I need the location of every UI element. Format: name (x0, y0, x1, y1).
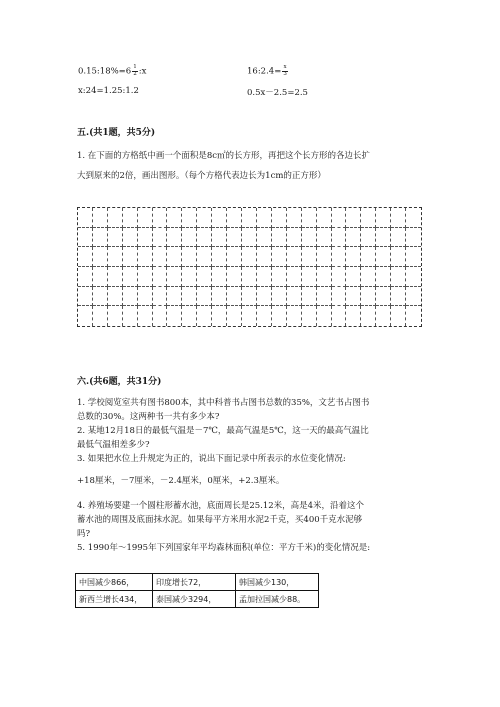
grid-cell (123, 287, 138, 307)
grid-cell (391, 228, 406, 248)
grid-cell (376, 267, 391, 287)
grid-cell (302, 267, 317, 287)
grid-cell (167, 228, 182, 248)
grid-cell (153, 247, 168, 267)
grid-cell (138, 287, 153, 307)
grid-cell (78, 306, 93, 326)
grid-cell (212, 267, 227, 287)
grid-cell (167, 287, 182, 307)
grid-cell (197, 247, 212, 267)
section-6-question-1-line-2: 总数的30%。这两种书一共有多少本? (77, 412, 220, 422)
grid-cell (376, 228, 391, 248)
grid-cell (242, 228, 257, 248)
grid-cell (317, 247, 332, 267)
grid-cell (123, 306, 138, 326)
section-6-question-3-line-2: +18厘米，－7厘米，－2.4厘米，0厘米，+2.3厘米。 (77, 476, 285, 486)
equation-3: x:24=1.25:1.2 (78, 86, 139, 96)
grid-cell (153, 306, 168, 326)
grid-cell (406, 306, 421, 326)
grid-cell (227, 287, 242, 307)
grid-cell (78, 247, 93, 267)
grid-cell (123, 267, 138, 287)
grid-cell (346, 287, 361, 307)
grid-cell (406, 228, 421, 248)
grid-cell (197, 267, 212, 287)
grid-cell (257, 247, 272, 267)
grid-cell (93, 306, 108, 326)
grid-cell (317, 228, 332, 248)
section-6-question-2-line-2: 最低气温相差多少? (77, 440, 150, 450)
grid-cell (272, 287, 287, 307)
grid-cell (332, 228, 347, 248)
section-6-title: 六.(共6题，共31分) (77, 377, 162, 387)
grid-cell (302, 208, 317, 228)
section-6-question-2-line-1: 2. 某地12月18日的最低气温是－7℃，最高气温是5℃，这一天的最高气温比 (77, 426, 369, 436)
grid-cell (376, 306, 391, 326)
grid-cell (406, 287, 421, 307)
grid-cell (287, 208, 302, 228)
grid-cell (257, 306, 272, 326)
table-cell: 韩国减少130， (236, 574, 319, 591)
grid-cell (332, 247, 347, 267)
grid-cell (361, 287, 376, 307)
grid-cell (391, 267, 406, 287)
grid-cell (272, 228, 287, 248)
grid-cell (272, 267, 287, 287)
grid-cell (346, 306, 361, 326)
section-5-title: 五.(共1题，共5分) (77, 128, 156, 138)
table-cell: 中国减少866， (76, 574, 153, 591)
grid-cell (138, 306, 153, 326)
grid-cell (212, 306, 227, 326)
grid-cell (287, 247, 302, 267)
table-row (76, 574, 319, 591)
grid-cell (212, 208, 227, 228)
grid-cell (287, 267, 302, 287)
grid-cell (272, 208, 287, 228)
fraction: $\frac{1}{2}$ (133, 64, 137, 77)
section-5-question-1-line-2: 大到原来的2倍，画出图形。（每个方格代表边长为1cm的正方形） (77, 171, 326, 181)
grid-cell (287, 306, 302, 326)
grid-cell (167, 208, 182, 228)
grid-cell (108, 228, 123, 248)
grid-cell (93, 247, 108, 267)
grid-cell (391, 247, 406, 267)
table-cell: 新西兰增长434， (76, 591, 153, 608)
grid-cell (182, 228, 197, 248)
section-6-question-3-line-1: 3. 如果把水位上升规定为正的，说出下面记录中所表示的水位变化情况: (77, 454, 346, 464)
grid-cell (361, 228, 376, 248)
grid-cell (182, 267, 197, 287)
grid-cell (78, 287, 93, 307)
grid-cell (197, 208, 212, 228)
grid-cell (391, 208, 406, 228)
grid-cell (227, 228, 242, 248)
grid-cell (346, 228, 361, 248)
grid-cell (212, 228, 227, 248)
grid-cell (242, 306, 257, 326)
grid-cell (332, 208, 347, 228)
section-6-question-4-line-1: 4. 养殖场要建一个圆柱形蓄水池，底面周长是25.12米，高是4米，沿着这个 (77, 501, 365, 511)
grid-cell (391, 306, 406, 326)
grid-cell (153, 287, 168, 307)
grid-cell (78, 267, 93, 287)
grid-cell (272, 247, 287, 267)
grid-cell (346, 247, 361, 267)
grid-cell (257, 228, 272, 248)
grid-cell (317, 306, 332, 326)
grid-cell (108, 267, 123, 287)
grid-cell (138, 247, 153, 267)
grid-cell (272, 306, 287, 326)
grid-cell (108, 208, 123, 228)
section-5-question-1-line-1: 1. 在下面的方格纸中画一个面积是8c㎡的长方形，再把这个长方形的各边长扩 (77, 151, 370, 161)
grid-cell (108, 306, 123, 326)
grid-cell (78, 208, 93, 228)
grid-cell (317, 267, 332, 287)
section-6-question-4-line-3: 吗? (77, 529, 91, 539)
grid-cell (227, 267, 242, 287)
grid-cell (212, 247, 227, 267)
grid-cell (138, 267, 153, 287)
grid-cell (123, 228, 138, 248)
grid-cell (361, 306, 376, 326)
grid-cell (317, 287, 332, 307)
grid-cell (302, 247, 317, 267)
grid-cell (227, 208, 242, 228)
grid-cell (346, 208, 361, 228)
grid-cell (182, 306, 197, 326)
grid-cell (346, 267, 361, 287)
grid-cell (182, 247, 197, 267)
grid-cell (332, 267, 347, 287)
equation-2: 16:2.4= $\frac{x}{3}$ (247, 64, 287, 77)
grid-cell (197, 306, 212, 326)
grid-cell (242, 287, 257, 307)
grid-cell (197, 228, 212, 248)
grid-cell (302, 306, 317, 326)
table-cell: 泰国减少3294， (153, 591, 236, 608)
grid-cell (361, 267, 376, 287)
grid-cell (123, 247, 138, 267)
grid-cell (93, 228, 108, 248)
grid-cell (361, 208, 376, 228)
grid-cell (197, 287, 212, 307)
grid-cell (138, 228, 153, 248)
grid-cell (317, 208, 332, 228)
table-cell: 印度增长72， (153, 574, 236, 591)
fraction: $\frac{x}{3}$ (283, 64, 287, 77)
grid-cell (302, 228, 317, 248)
forest-area-table (75, 573, 319, 608)
grid-cell (93, 208, 108, 228)
grid-cell (78, 228, 93, 248)
grid-cell (391, 287, 406, 307)
grid-cell (182, 208, 197, 228)
grid-cell (108, 287, 123, 307)
grid-cell (302, 287, 317, 307)
grid-cell (242, 208, 257, 228)
grid-paper (77, 207, 422, 327)
table-row (76, 591, 319, 608)
grid-cell (376, 287, 391, 307)
grid-cell (167, 267, 182, 287)
grid-cell (257, 208, 272, 228)
grid-cell (123, 208, 138, 228)
grid-cell (153, 208, 168, 228)
equation-1: 0.15:18%=6 $\frac{1}{2}$ :x (78, 64, 147, 77)
grid-cell (376, 247, 391, 267)
section-6-question-1-line-1: 1. 学校阅览室共有图书800本，其中科普书占图书总数的35%，文艺书占图书 (77, 398, 370, 408)
table-cell: 孟加拉国减少88。 (236, 591, 319, 608)
grid-cell (406, 247, 421, 267)
grid-cell (167, 247, 182, 267)
grid-cell (242, 247, 257, 267)
grid-cell (138, 208, 153, 228)
grid-cell (376, 208, 391, 228)
grid-cell (227, 247, 242, 267)
grid-cell (153, 267, 168, 287)
grid-cell (257, 287, 272, 307)
grid-cell (182, 287, 197, 307)
grid-cell (93, 287, 108, 307)
grid-cell (332, 287, 347, 307)
grid-cell (287, 287, 302, 307)
grid-cell (287, 228, 302, 248)
equation-4: 0.5x－2.5=2.5 (247, 88, 308, 98)
grid-cell (406, 267, 421, 287)
grid-cell (153, 228, 168, 248)
grid-cell (167, 306, 182, 326)
grid-cell (227, 306, 242, 326)
grid-cell (212, 287, 227, 307)
section-6-question-4-line-2: 蓄水池的周围及底面抹水泥。如果每平方米用水泥2千克，买400千克水泥够 (77, 515, 363, 525)
grid-cell (257, 267, 272, 287)
section-6-question-5-line-1: 5. 1990年～1995年下列国家年平均森林面积(单位：平方千米)的变化情况是: (77, 543, 371, 553)
grid-cell (332, 306, 347, 326)
grid-cell (108, 247, 123, 267)
grid-cell (242, 267, 257, 287)
grid-cell (406, 208, 421, 228)
grid-cell (361, 247, 376, 267)
grid-cell (93, 267, 108, 287)
